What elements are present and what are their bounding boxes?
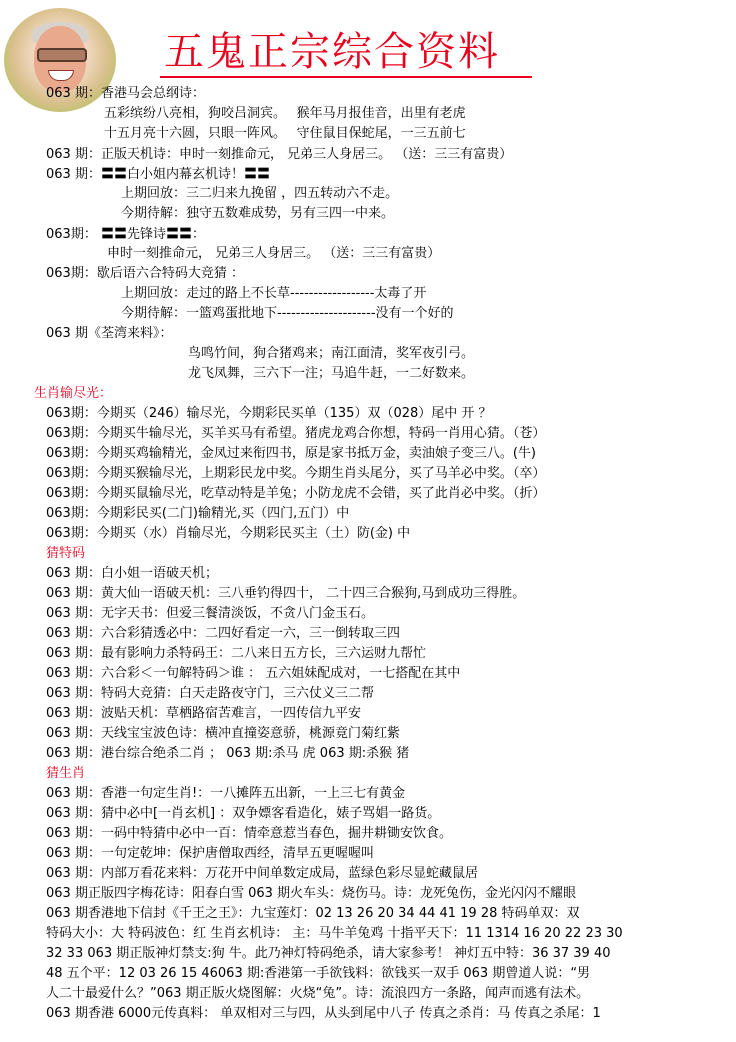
line-18: 063期：今期买牛输尽光，买羊买马有希望。猪虎龙鸡合你想，特码一肖用心猜。（苍） bbox=[46, 426, 546, 441]
line-27: 063 期：无字天书：但爱三餐清淡饭，不贪八门金玉石。 bbox=[46, 606, 374, 621]
line-4: 063 期：正版天机诗：申时一刻推命元， 兄弟三人身居三。 （送：三三有富贵） bbox=[46, 147, 513, 162]
line-3: 十五月亮十六圆，只眼一阵风。 守住鼠目保蛇尾，一三五前七 bbox=[104, 126, 466, 141]
line-8: 063期： 〓〓先锋诗〓〓： bbox=[46, 227, 205, 242]
line-33: 063 期：天线宝宝波色诗：横冲直撞姿意骄，桃源竟门菊红紫 bbox=[46, 726, 400, 741]
line-14: 鸟鸣竹间，狗合猪鸡来；南江面清，奖军夜引弓。 bbox=[188, 346, 475, 361]
line-11: 上期回放：走过的路上不长草------------------太毒了开 bbox=[121, 286, 427, 301]
line-34: 063 期：港台综合绝杀二肖 ； 063 期:杀马 虎 063 期:杀猴 猪 bbox=[46, 746, 410, 761]
line-5: 063 期：〓〓白小姐内幕玄机诗！〓〓 bbox=[46, 167, 270, 182]
line-36: 063 期：香港一句定生肖!：一八摊阵五出新，一上三七有黄金 bbox=[46, 786, 406, 801]
line-15: 龙飞凤舞，三六下一注；马追牛赶，一二好数来。 bbox=[188, 366, 475, 381]
line-46: 人二十最爱什么？”063 期正版火烧图解：火烧“兔”。诗：流浪四方一条路，闻声而逃有法术。 bbox=[46, 986, 590, 1001]
line-2: 五彩缤纷八亮相，狗咬吕洞宾。 猴年马月报佳音，出里有老虎 bbox=[104, 106, 466, 121]
section-heading-shengxiao-guess: 猜生肖 bbox=[46, 766, 86, 781]
line-43: 特码大小：大 特码波色：红 生肖玄机诗： 主：马牛羊兔鸡 十指平天下：11 1314 16 20 22 23 30 bbox=[46, 926, 623, 941]
line-38: 063 期：一码中特猜中必中一百：情牵意惹当春色，掘井耕锄安饮食。 bbox=[46, 826, 452, 841]
line-31: 063 期：特码大竞猜：白天走路夜守门，三六仗义三二帮 bbox=[46, 686, 374, 701]
line-44: 32 33 063 期正版神灯禁支:狗 牛。此乃神灯特码绝杀，请大家参考！ 神灯五中特：36 37 39 40 bbox=[46, 946, 611, 961]
line-13: 063 期《荃湾来料》： bbox=[46, 326, 173, 341]
line-25: 063 期：白小姐一语破天机； bbox=[46, 566, 218, 581]
line-10: 063期：歇后语六合特码大竞猜 ： bbox=[46, 266, 244, 281]
line-17: 063期：今期买（246）输尽光，今期彩民买单（135）双（028）尾中 开 ？ bbox=[46, 406, 492, 421]
line-39: 063 期：一句定乾坤：保护唐僧取西经，清早五更喔喔叫 bbox=[46, 846, 374, 861]
line-9: 申时一刻推命元， 兄弟三人身居三。 （送：三三有富贵） bbox=[107, 246, 441, 261]
line-26: 063 期：黄大仙一语破天机：三八垂钓得四十， 二十四三合猴狗,马到成功三得胜。 bbox=[46, 586, 526, 601]
line-40: 063 期：内部万看花来料：万花开中间单数定成局，蓝绿色彩尽显蛇藏鼠居 bbox=[46, 866, 478, 881]
line-12: 今期待解：一篮鸡蛋批地下---------------------没有一个好的 bbox=[121, 306, 454, 321]
line-20: 063期：今期买猴输尽光，上期彩民龙中奖。今期生肖头尾分，买了马羊必中奖。（卒） bbox=[46, 466, 546, 481]
line-41: 063 期正版四字梅花诗：阳春白雪 063 期火车头：烧伤马。诗：龙死兔伤，金光闪闪不耀眼 bbox=[46, 886, 577, 901]
avatar-glasses bbox=[37, 48, 87, 62]
line-23: 063期：今期买（水）肖输尽光，今期彩民买主（土）防(金) 中 bbox=[46, 526, 411, 541]
line-37: 063 期：猜中必中[一肖玄机] ：双争嫖客看造化，婊子骂娼一路货。 bbox=[46, 806, 441, 821]
line-28: 063 期：六合彩猜透必中：二四好看定一六，三一倒转取三四 bbox=[46, 626, 400, 641]
line-7: 今期待解：独守五数难成势，另有三四一中来。 bbox=[121, 206, 395, 221]
line-45: 48 五个平：12 03 26 15 46063 期:香港第一手欲钱料：欲钱买一双手 063 期曾道人说：“男 bbox=[46, 966, 591, 981]
line-22: 063期：今期彩民买(二门)输精光,买（四门,五门）中 bbox=[46, 506, 350, 521]
line-29: 063 期：最有影响力杀特码王：二八来日五方长，三六运财九帮忙 bbox=[46, 646, 426, 661]
line-32: 063 期：波贴天机：草栖路宿苦难言，一四传信九平安 bbox=[46, 706, 361, 721]
line-42: 063 期香港地下信封《千王之王》：九宝莲灯：02 13 26 20 34 44 41 19 28 特码单双：双 bbox=[46, 906, 580, 921]
section-heading-shengxiao: 生肖输尽光： bbox=[34, 386, 113, 401]
page-title: 五鬼正宗综合资料 bbox=[164, 29, 500, 75]
line-19: 063期：今期买鸡输精光，金凤过来衔四书，原是家书抵万金，卖油娘子变三八。(牛) bbox=[46, 446, 536, 461]
line-1: 063 期：香港马会总纲诗： bbox=[46, 86, 205, 101]
line-30: 063 期：六合彩＜一句解特码＞谁 ： 五六姐妹配成对，一七搭配在其中 bbox=[46, 666, 461, 681]
line-6: 上期回放：三二归来九挽留 ，四五转动六不走。 bbox=[121, 186, 399, 201]
title-underline bbox=[160, 76, 532, 78]
section-heading-temа: 猜特码 bbox=[46, 546, 86, 561]
line-47: 063 期香港 6000元传真料： 单双相对三与四，从头到尾中八子 传真之杀肖：马 传真之杀尾：1 bbox=[46, 1006, 601, 1021]
line-21: 063期：今期买鼠输尽光，吃草动特是羊兔；小防龙虎不会错，买了此肖必中奖。（折） bbox=[46, 486, 546, 501]
